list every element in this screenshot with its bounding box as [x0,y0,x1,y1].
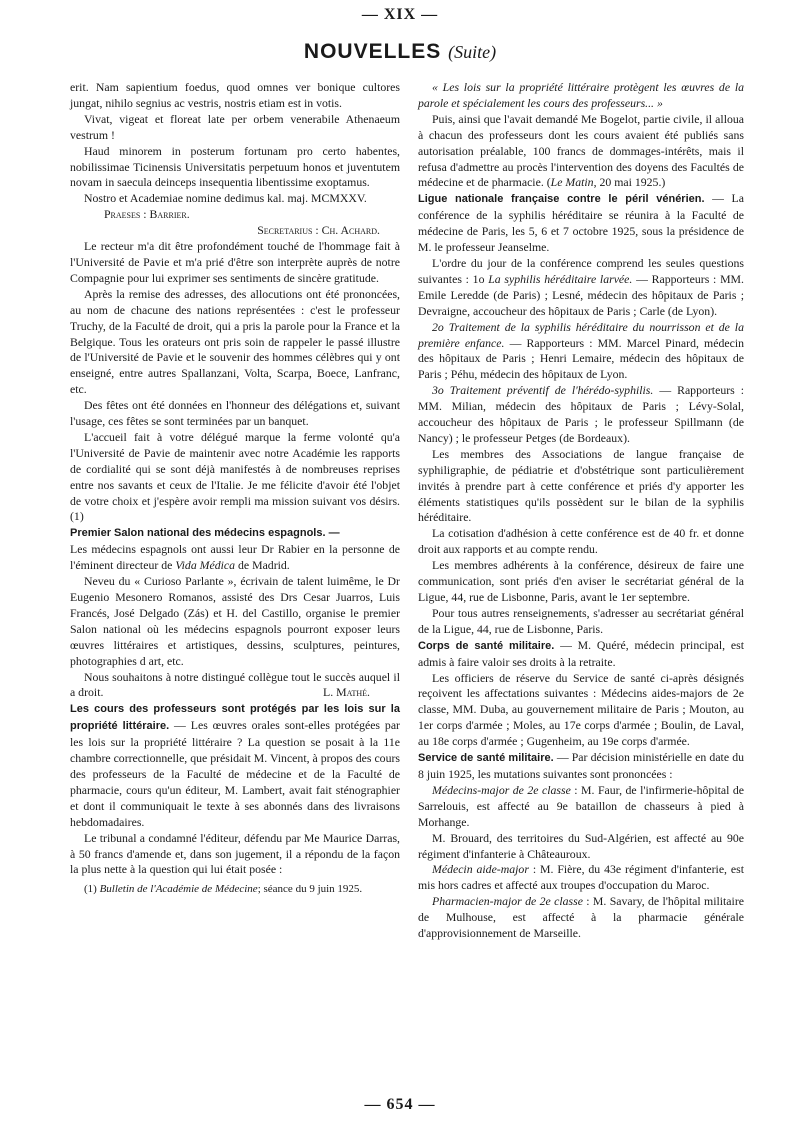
quote: « Les lois sur la propriété littéraire protègent les œuvres de la parole et spécialement les cours des professeurs... » [418,80,744,110]
page-title [0,40,800,64]
footnote [70,882,400,896]
paragraph: erit. Nam sapientium foedus, quod omnes ver bonique cultores jungat, nihilo segnius ac vestris, nostris etiam est in votis. [70,80,400,110]
page-roman-number: — XIX — [361,6,439,23]
paragraph [70,542,400,574]
left-column [70,80,400,896]
journal-name: Vida Médica [175,558,236,573]
signature-praeses: Praeses : Barrier. [104,207,190,222]
paragraph [418,638,744,671]
paragraph: Nostro et Academiae nomine dedimus kal. maj. MCMXXV. [84,191,367,206]
topic: 3o Traitement préventif de l'hérédo-syphilis. [432,383,654,398]
right-column [418,80,744,942]
topic: 2o Traitement de la syphilis héréditaire du nourrisson et de la première enfance. [418,319,744,350]
text: — M. Quéré, médecin principal, est admis à faire valoir ses droits à la retraite. [418,637,744,669]
paragraph [418,112,744,192]
paragraph [418,862,744,894]
paragraph: Les membres des Associations de langue française de syphiligraphie, de pédiatrie et d'obstétrique sont particulièrement invités à prendre part à cette conférence et priés d'y apporter les éléments statistiques qu'ils possèdent sur le bilan de la syphilis héréditaire. [418,446,744,525]
section-heading: Les cours des professeurs sont protégés par les lois sur la propriété littéraire. [70,703,400,733]
text: : M. Fière, du 43e régiment d'infanterie, est mis hors cadres et affecté aux troupes d'occupation du Maroc. [418,862,745,893]
rank: Pharmacien-major de 2e classe [432,894,583,909]
paragraph [418,894,744,942]
rank: Médecins-major de 2e classe [432,782,571,797]
text: — Rapporteurs : MM. Emile Leredde (de Paris) ; Lesné, médecin des hôpitaux de Paris ; Devraigne, accoucheur des hôpitaux de Paris ; Carle (de Lyon). [418,271,744,318]
signature: L. Mathé. [323,685,370,700]
paragraph: La cotisation d'adhésion à cette conférence est de 40 fr. et donne droit aux rapports et au compte rendu. [418,526,744,557]
section-heading: Corps de santé militaire. [418,639,555,652]
paragraph: M. Brouard, des territoires du Sud-Algérien, est affecté au 90e régiment d'infanterie à Châteauroux. [418,830,744,861]
title-suffix: (Suite) [448,42,497,62]
paragraph: Les officiers de réserve du Service de santé ci-après désignés reçoivent les affectations suivantes : Médecins aides-majors de 2e classe, MM. Duba, au gouvernement militaire de Paris ; Mouton, au 1er corps d'armée ; Moles, au 17e corps d'armée ; Boulin, de Laval, au 18e corps d'armée ; Gugenheim, au 19e corps d'armée. [418,670,744,749]
paragraph [418,383,744,447]
text: ; séance du 9 juin 1925. [257,883,363,896]
text: Les médecins espagnols ont aussi leur Dr Rabier en la personne de l'éminent directeur de [70,542,400,573]
text: — Rapporteurs : MM. Milian, médecin des hôpitaux de Paris ; Lévy-Solal, accoucheur des hôpitaux de Paris ; le professeur Spillmann (de Nancy) ; le professeur Petges (de Bordeaux). [418,383,744,445]
paragraph [70,701,400,830]
footnote-source: Bulletin de l'Académie de Médecine [99,883,258,896]
text: : M. Savary, de l'hôpital militaire de Mulhouse, est affecté à la pharmacie générale d'approvisionnement de Marseille. [418,894,744,941]
text: , 20 mai 1925.) [593,175,666,190]
paragraph: Après la remise des adresses, des allocutions ont été prononcées, au nom de chacune des nations représentées : c'est le professeur Truchy, de la Faculté de droit, qui a pris la parole pour la France et la Belgique. Tous les orateurs ont pris soin de rappeler le passé illustre de l'Université de Pavie et le souvenir des hommes célèbres qui y ont enseigné, entre autres Spallanzani, Volta, Scarpa, Boece, Lanfranc, etc. [70,286,400,397]
paragraph: Neveu du « Curioso Parlante », écrivain de talent luimême, le Dr Eugenio Mesonero Romanos, assisté des Drs Cesar Juarros, Luis Francés, José Delgado (Zás) et H. del Castillo, organise le premier Salon national où les médecins espagnols pourront exposer leurs œuvres littéraires et artistiques, dessins, sculptures, peintures, photographies d art, etc. [70,574,400,668]
paragraph [418,750,744,783]
page-number: — 654 — [364,1096,436,1113]
text: de Madrid. [235,558,290,573]
signature-secretarius: Secretarius : Ch. Achard. [257,223,380,238]
paragraph: L'accueil fait à votre délégué marque la ferme volonté qu'a l'Université de Pavie de maintenir avec notre Académie les rapports de cordialité qui se sont déjà manifestés à de nombreuses reprises entre nos savants et ceux de l'Italie. Je me félicite d'avoir été l'objet de votre choix et j'espère avoir rempli ma mission suivant vos désirs. (1) [70,429,400,524]
text: Puis, ainsi que l'avait demandé Me Bogelot, partie civile, il alloua à chacun des professeurs dont les cours avaient été publiés sans autorisation préalable, 100 francs de dommages-intérêts, mais il refusa d'admettre au procès l'intervention des doyens des Facultés de médecine et de pharmacie. ( [418,111,744,190]
paragraph [70,670,400,702]
paragraph: Le recteur m'a dit être profondément touché de l'hommage fait à l'Université de Pavie et m'a prié d'être son interprète auprès de notre Compagnie pour lui exprimer ses sentiments de sincère gratitude. [70,239,400,285]
paragraph: Le tribunal a condamné l'éditeur, défendu par Me Maurice Darras, à 50 francs d'amende et, dans son jugement, il a répondu de la façon la plus nette à la question qui lui était posée : [70,830,400,877]
text: Nous souhaitons à notre distingué collègue tout le succès auquel il a droit. [70,669,400,700]
paragraph [418,191,744,256]
title-main: NOUVELLES [303,40,442,63]
paragraph: Vivat, vigeat et floreat late per orbem venerabile Athenaeum vestrum ! [70,111,400,142]
paragraph [418,320,744,384]
heading-text: Premier Salon national des médecins espagnols. — [70,527,340,540]
text: (1) [84,883,100,896]
text: — Rapporteurs : MM. Marcel Pinard, médecin des hôpitaux de Paris ; Henri Lemaire, médecin des hôpitaux de Paris ; Péhu, médecin des hôpitaux de Lyon. [418,335,744,382]
paragraph: Les membres adhérents à la conférence, désireux de faire une communication, sont priés d'en aviser le secrétariat général de la Ligue, 44, rue de Lisbonne, Paris, avant le 1er septembre. [418,558,744,604]
paragraph: Des fêtes ont été données en l'honneur des délégations et, suivant l'usage, ces fêtes se sont terminées par un banquet. [70,398,400,429]
text: — La conférence de la syphilis héréditaire se réunira à la Faculté de médecine de Paris, les 5, 6 et 7 octobre 1925, sous la présidence de M. le professeur Jeanselme. [418,191,745,255]
paragraph [418,256,744,320]
paragraph [418,783,744,831]
paragraph: Haud minorem in posterum fortunam pro certo habentes, nobilissimae Ticinensis Universitatis perpetuum honos et juventutem novam in saecula deinceps insequentia libentissime exoptamus. [70,143,400,190]
text: — Par décision ministérielle en date du 8 juin 1925, les mutations suivantes sont prononcées : [418,750,744,781]
topic: La syphilis héréditaire larvée. [488,271,633,286]
section-heading [70,525,400,542]
section-heading: Service de santé militaire. [418,752,554,765]
rank: Médecin aide-major [432,862,529,877]
text: : M. Faur, de l'infirmerie-hôpital de Sarrelouis, est affecté au 9e bataillon de chasseurs à pied à Morhange. [418,782,744,829]
paragraph: Pour tous autres renseignements, s'adresser au secrétariat général de la Ligue, 44, rue de Lisbonne, Paris. [418,605,744,636]
text: — Les œuvres orales sont-elles protégées par les lois sur la propriété littéraire ? La question se posait à la 11e chambre correctionnelle, que présidait M. Vincent, à propos des cours des professeurs de la Faculté de médecine et de la Faculté de pharmacie, cours qu'un éditeur, M. Lambert, avait fait sténographier et dont il communiquait le texte à ses abonnés dans des livraisons hebdomadaires. [70,718,400,829]
section-heading: Ligue nationale française contre le péril vénérien. [418,193,705,206]
source: Le Matin [550,175,594,190]
text: L'ordre du jour de la conférence comprend les seules questions suivantes : 1o [418,255,744,286]
